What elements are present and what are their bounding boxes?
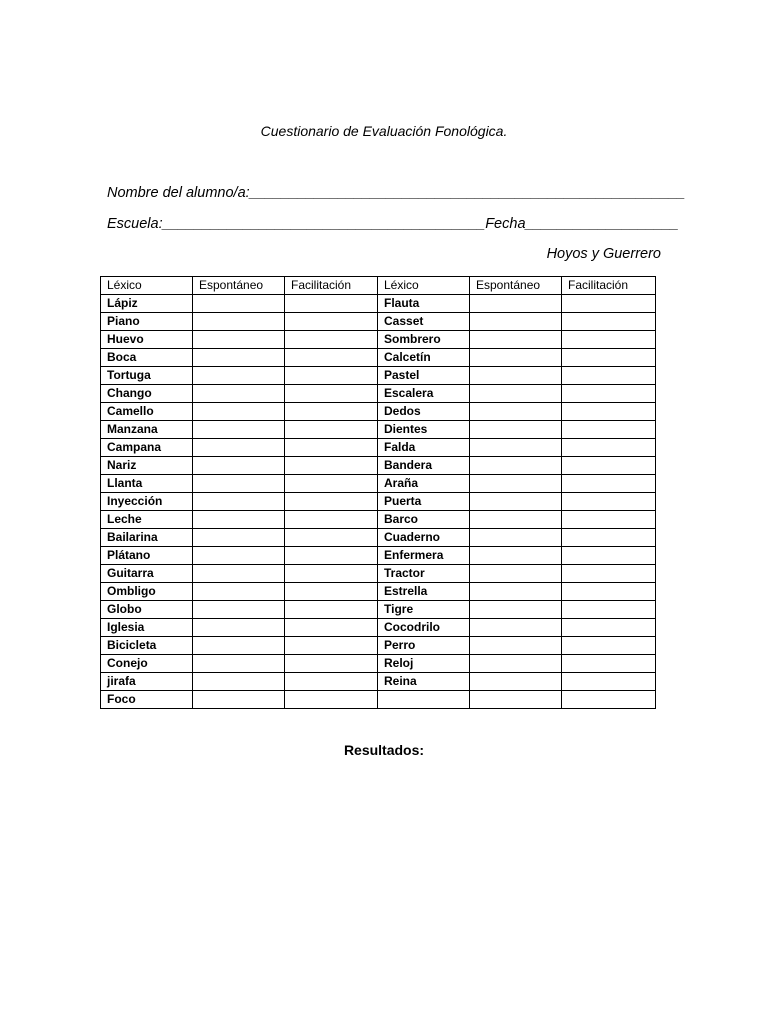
- header-facilitacion-left: Facilitación: [285, 277, 378, 295]
- lexico-word-left: Globo: [101, 601, 193, 619]
- table-row: [101, 511, 656, 529]
- table-row: [101, 313, 656, 331]
- espontaneo-cell-left[interactable]: [193, 637, 285, 655]
- lexico-word-right: Sombrero: [378, 331, 470, 349]
- lexico-word-left: Foco: [101, 691, 193, 709]
- lexico-word-right: Escalera: [378, 385, 470, 403]
- lexico-word-left: Nariz: [101, 457, 193, 475]
- espontaneo-cell-right[interactable]: [470, 457, 562, 475]
- lexico-word-right: Dientes: [378, 421, 470, 439]
- lexico-word-left: Lápiz: [101, 295, 193, 313]
- header-lexico-left: Léxico: [101, 277, 193, 295]
- lexico-word-right: Puerta: [378, 493, 470, 511]
- facilitacion-cell-right[interactable]: [562, 655, 656, 673]
- espontaneo-cell-right[interactable]: [470, 583, 562, 601]
- lexico-word-left: Tortuga: [101, 367, 193, 385]
- table-row: [101, 493, 656, 511]
- facilitacion-cell-left[interactable]: [285, 511, 378, 529]
- lexico-word-left: jirafa: [101, 673, 193, 691]
- facilitacion-cell-left[interactable]: [285, 313, 378, 331]
- lexico-word-left: Leche: [101, 511, 193, 529]
- header-facilitacion-right: Facilitación: [562, 277, 656, 295]
- facilitacion-cell-left[interactable]: [285, 475, 378, 493]
- author-credit: Hoyos y Guerrero: [546, 246, 661, 262]
- table-row: [101, 349, 656, 367]
- espontaneo-cell-right[interactable]: [470, 655, 562, 673]
- facilitacion-cell-right[interactable]: [562, 601, 656, 619]
- espontaneo-cell-right[interactable]: [470, 367, 562, 385]
- lexico-word-right: Tractor: [378, 565, 470, 583]
- lexico-word-left: Plátano: [101, 547, 193, 565]
- table-row: [101, 439, 656, 457]
- lexico-word-left: Chango: [101, 385, 193, 403]
- espontaneo-cell-left[interactable]: [193, 691, 285, 709]
- facilitacion-cell-right[interactable]: [562, 457, 656, 475]
- espontaneo-cell-right[interactable]: [470, 349, 562, 367]
- lexico-word-right: Perro: [378, 637, 470, 655]
- lexico-word-right: Dedos: [378, 403, 470, 421]
- lexico-word-left: Guitarra: [101, 565, 193, 583]
- lexico-word-left: Ombligo: [101, 583, 193, 601]
- lexico-word-left: Campana: [101, 439, 193, 457]
- table-row: [101, 655, 656, 673]
- table-row: [101, 475, 656, 493]
- lexico-word-right: Casset: [378, 313, 470, 331]
- facilitacion-cell-right[interactable]: [562, 475, 656, 493]
- lexico-word-right: Cuaderno: [378, 529, 470, 547]
- facilitacion-cell-left[interactable]: [285, 295, 378, 313]
- facilitacion-cell-left[interactable]: [285, 691, 378, 709]
- espontaneo-cell-right[interactable]: [470, 619, 562, 637]
- facilitacion-cell-left[interactable]: [285, 637, 378, 655]
- facilitacion-cell-right[interactable]: [562, 673, 656, 691]
- lexico-word-right: Bandera: [378, 457, 470, 475]
- facilitacion-cell-right[interactable]: [562, 565, 656, 583]
- lexico-word-right: Cocodrilo: [378, 619, 470, 637]
- espontaneo-cell-left[interactable]: [193, 367, 285, 385]
- table-row: [101, 457, 656, 475]
- lexico-word-left: Conejo: [101, 655, 193, 673]
- lexico-word-right: Tigre: [378, 601, 470, 619]
- facilitacion-cell-left[interactable]: [285, 547, 378, 565]
- espontaneo-cell-left[interactable]: [193, 673, 285, 691]
- school-date-line[interactable]: [107, 216, 679, 232]
- facilitacion-cell-right[interactable]: [562, 439, 656, 457]
- espontaneo-cell-left[interactable]: [193, 601, 285, 619]
- facilitacion-cell-right[interactable]: [562, 637, 656, 655]
- facilitacion-cell-left[interactable]: [285, 385, 378, 403]
- facilitacion-cell-right[interactable]: [562, 619, 656, 637]
- lexico-word-right: Calcetín: [378, 349, 470, 367]
- results-label: Resultados:: [343, 742, 425, 758]
- espontaneo-cell-left[interactable]: [193, 457, 285, 475]
- espontaneo-cell-right[interactable]: [470, 313, 562, 331]
- facilitacion-cell-left[interactable]: [285, 529, 378, 547]
- facilitacion-cell-left[interactable]: [285, 493, 378, 511]
- table-row: [101, 547, 656, 565]
- espontaneo-cell-right[interactable]: [470, 403, 562, 421]
- lexico-word-left: Manzana: [101, 421, 193, 439]
- header-lexico-right: Léxico: [378, 277, 470, 295]
- lexico-word-left: Inyección: [101, 493, 193, 511]
- table-row: [101, 601, 656, 619]
- lexico-word-right: Reina: [378, 673, 470, 691]
- lexico-word-left: Boca: [101, 349, 193, 367]
- table-row: [101, 637, 656, 655]
- student-name-label: Nombre del alumno/a:: [107, 185, 250, 201]
- table-row: [101, 403, 656, 421]
- lexico-word-left: Piano: [101, 313, 193, 331]
- facilitacion-cell-left[interactable]: [285, 583, 378, 601]
- facilitacion-cell-right[interactable]: [562, 691, 656, 709]
- lexico-word-right: Falda: [378, 439, 470, 457]
- lexico-word-left: Huevo: [101, 331, 193, 349]
- facilitacion-cell-right[interactable]: [562, 529, 656, 547]
- facilitacion-cell-left[interactable]: [285, 403, 378, 421]
- header-espontaneo-left: Espontáneo: [193, 277, 285, 295]
- facilitacion-cell-right[interactable]: [562, 547, 656, 565]
- header-espontaneo-right: Espontáneo: [470, 277, 562, 295]
- espontaneo-cell-right[interactable]: [470, 331, 562, 349]
- facilitacion-cell-left[interactable]: [285, 367, 378, 385]
- espontaneo-cell-left[interactable]: [193, 565, 285, 583]
- espontaneo-cell-left[interactable]: [193, 547, 285, 565]
- espontaneo-cell-right[interactable]: [470, 511, 562, 529]
- table-row: [101, 691, 656, 709]
- facilitacion-cell-right[interactable]: [562, 331, 656, 349]
- lexico-word-left: Bicicleta: [101, 637, 193, 655]
- lexico-word-right: Flauta: [378, 295, 470, 313]
- lexico-word-left: Camello: [101, 403, 193, 421]
- facilitacion-cell-left[interactable]: [285, 565, 378, 583]
- facilitacion-cell-left[interactable]: [285, 601, 378, 619]
- table-row: [101, 385, 656, 403]
- facilitacion-cell-right[interactable]: [562, 583, 656, 601]
- facilitacion-cell-left[interactable]: [285, 655, 378, 673]
- student-name-blank[interactable]: ______________________________________________________: [249, 185, 686, 201]
- espontaneo-cell-left[interactable]: [193, 619, 285, 637]
- facilitacion-cell-left[interactable]: [285, 673, 378, 691]
- espontaneo-cell-right[interactable]: [470, 421, 562, 439]
- facilitacion-cell-left[interactable]: [285, 349, 378, 367]
- espontaneo-cell-left[interactable]: [193, 655, 285, 673]
- table-row: [101, 619, 656, 637]
- espontaneo-cell-left[interactable]: [193, 421, 285, 439]
- lexico-word-left: Bailarina: [101, 529, 193, 547]
- table-row: [101, 331, 656, 349]
- lexico-word-right: Enfermera: [378, 547, 470, 565]
- table-row: [101, 295, 656, 313]
- lexico-word-left: Llanta: [101, 475, 193, 493]
- espontaneo-cell-left[interactable]: [193, 385, 285, 403]
- espontaneo-cell-left[interactable]: [193, 295, 285, 313]
- lexico-word-right: Barco: [378, 511, 470, 529]
- espontaneo-cell-left[interactable]: [193, 313, 285, 331]
- espontaneo-cell-right[interactable]: [470, 529, 562, 547]
- table-row: [101, 583, 656, 601]
- facilitacion-cell-right[interactable]: [562, 511, 656, 529]
- espontaneo-cell-left[interactable]: [193, 439, 285, 457]
- table-row: [101, 421, 656, 439]
- facilitacion-cell-right[interactable]: [562, 493, 656, 511]
- espontaneo-cell-right[interactable]: [470, 295, 562, 313]
- lexicon-table: [100, 276, 656, 709]
- espontaneo-cell-right[interactable]: [470, 637, 562, 655]
- lexico-word-left: Iglesia: [101, 619, 193, 637]
- espontaneo-cell-right[interactable]: [470, 475, 562, 493]
- lexico-word-right: Reloj: [378, 655, 470, 673]
- espontaneo-cell-left[interactable]: [193, 403, 285, 421]
- table-row: [101, 367, 656, 385]
- espontaneo-cell-left[interactable]: [193, 583, 285, 601]
- facilitacion-cell-right[interactable]: [562, 313, 656, 331]
- espontaneo-cell-right[interactable]: [470, 691, 562, 709]
- table-header-row: [101, 277, 656, 295]
- facilitacion-cell-right[interactable]: [562, 367, 656, 385]
- espontaneo-cell-right[interactable]: [470, 565, 562, 583]
- table-row: [101, 529, 656, 547]
- date-label: Fecha: [485, 216, 526, 232]
- espontaneo-cell-right[interactable]: [470, 673, 562, 691]
- facilitacion-cell-right[interactable]: [562, 403, 656, 421]
- school-label: Escuela:: [107, 216, 163, 232]
- espontaneo-cell-right[interactable]: [470, 601, 562, 619]
- espontaneo-cell-left[interactable]: [193, 475, 285, 493]
- espontaneo-cell-right[interactable]: [470, 439, 562, 457]
- date-blank[interactable]: ___________________: [525, 216, 679, 232]
- espontaneo-cell-right[interactable]: [470, 547, 562, 565]
- lexico-word-right: [378, 691, 470, 709]
- facilitacion-cell-right[interactable]: [562, 385, 656, 403]
- facilitacion-cell-left[interactable]: [285, 457, 378, 475]
- lexico-word-right: Araña: [378, 475, 470, 493]
- facilitacion-cell-left[interactable]: [285, 331, 378, 349]
- espontaneo-cell-right[interactable]: [470, 493, 562, 511]
- lexico-word-right: Pastel: [378, 367, 470, 385]
- student-name-line[interactable]: [107, 185, 686, 201]
- espontaneo-cell-left[interactable]: [193, 529, 285, 547]
- facilitacion-cell-left[interactable]: [285, 439, 378, 457]
- espontaneo-cell-left[interactable]: [193, 331, 285, 349]
- table-body: [101, 295, 656, 709]
- table-row: [101, 673, 656, 691]
- page-title: Cuestionario de Evaluación Fonológica.: [260, 123, 508, 139]
- espontaneo-cell-left[interactable]: [193, 511, 285, 529]
- espontaneo-cell-right[interactable]: [470, 385, 562, 403]
- facilitacion-cell-right[interactable]: [562, 295, 656, 313]
- facilitacion-cell-right[interactable]: [562, 421, 656, 439]
- table-row: [101, 565, 656, 583]
- facilitacion-cell-left[interactable]: [285, 619, 378, 637]
- lexico-word-right: Estrella: [378, 583, 470, 601]
- espontaneo-cell-left[interactable]: [193, 493, 285, 511]
- facilitacion-cell-left[interactable]: [285, 421, 378, 439]
- school-blank[interactable]: ________________________________________: [162, 216, 486, 232]
- espontaneo-cell-left[interactable]: [193, 349, 285, 367]
- facilitacion-cell-right[interactable]: [562, 349, 656, 367]
